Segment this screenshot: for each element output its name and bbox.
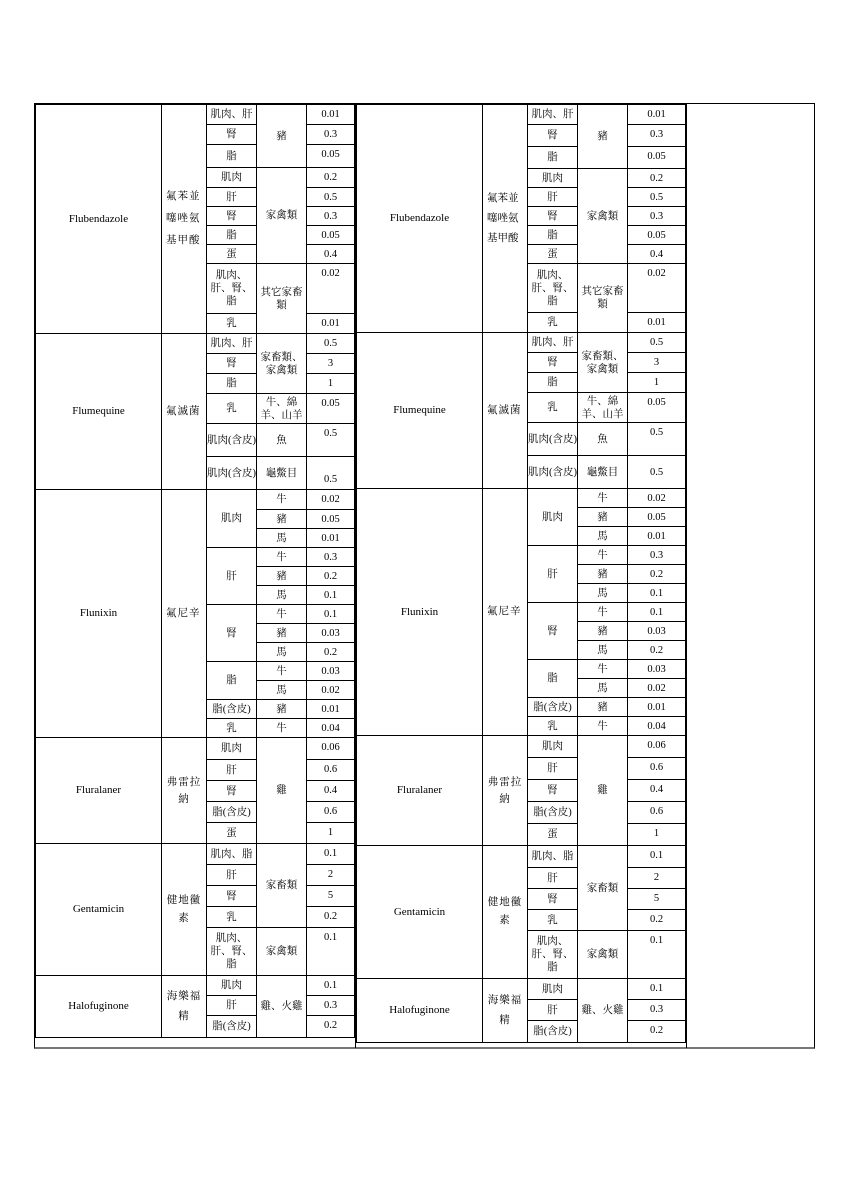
species-cell: 豬 <box>578 698 628 717</box>
tissue-cell: 肝 <box>207 548 257 605</box>
mrl-value: 0.02 <box>307 681 355 700</box>
species-cell: 家禽類 <box>257 928 307 976</box>
species-cell: 豬 <box>257 624 307 643</box>
tissue-cell: 肝 <box>207 188 257 207</box>
tissue-cell: 腎 <box>528 603 578 660</box>
mrl-value: 1 <box>307 374 355 394</box>
mrl-value: 0.5 <box>307 188 355 207</box>
species-cell: 豬 <box>257 105 307 168</box>
tissue-cell: 肝 <box>207 760 257 781</box>
tissue-cell: 脂(含皮) <box>528 1021 578 1043</box>
mrl-value: 0.5 <box>628 456 686 489</box>
tissue-cell: 肌肉、肝 <box>207 334 257 354</box>
mrl-value: 0.2 <box>307 168 355 188</box>
drug-name-en: Flubendazole <box>357 105 483 333</box>
species-cell: 家畜類、家禽類 <box>578 333 628 393</box>
mrl-value: 0.01 <box>307 314 355 334</box>
mrl-value: 0.2 <box>307 567 355 586</box>
tissue-cell: 脂 <box>528 147 578 169</box>
mrl-value: 0.1 <box>307 586 355 605</box>
mrl-value: 2 <box>307 865 355 886</box>
tissue-cell: 蛋 <box>207 823 257 844</box>
mrl-value: 0.1 <box>628 979 686 1000</box>
mrl-table-left <box>35 104 355 1038</box>
tissue-cell: 蛋 <box>207 245 257 264</box>
tissue-cell: 肌肉 <box>528 979 578 1000</box>
tissue-cell: 脂(含皮) <box>207 1016 257 1038</box>
mrl-value: 0.3 <box>628 546 686 565</box>
tissue-cell: 脂 <box>207 145 257 168</box>
mrl-value: 0.3 <box>307 125 355 145</box>
drug-name-en: Gentamicin <box>36 844 162 976</box>
drug-name-zh: 弗雷拉納 <box>162 738 207 844</box>
mrl-value: 0.06 <box>628 736 686 758</box>
species-cell: 牛 <box>257 548 307 567</box>
mrl-value: 0.2 <box>628 641 686 660</box>
drug-name-zh: 氟尼辛 <box>162 490 207 738</box>
mrl-value: 0.2 <box>307 643 355 662</box>
tissue-cell: 腎 <box>528 889 578 910</box>
drug-name-zh: 健地黴素 <box>483 846 528 979</box>
tissue-cell: 脂 <box>207 374 257 394</box>
tissue-cell: 肌肉、肝、腎、脂 <box>207 928 257 976</box>
drug-name-en: Flubendazole <box>36 105 162 334</box>
mrl-value: 1 <box>307 823 355 844</box>
mrl-value: 0.01 <box>307 700 355 719</box>
species-cell: 其它家畜類 <box>578 264 628 333</box>
species-cell: 牛、綿羊、山羊 <box>578 393 628 423</box>
tissue-cell: 肝 <box>528 868 578 889</box>
tissue-cell: 腎 <box>207 354 257 374</box>
tissue-cell: 肌肉、肝、腎、脂 <box>528 264 578 313</box>
mrl-value: 2 <box>628 868 686 889</box>
tissue-cell: 肌肉、肝 <box>528 333 578 353</box>
tissue-cell: 乳 <box>207 394 257 424</box>
mrl-value: 0.1 <box>628 931 686 979</box>
tissue-cell: 肌肉、肝、腎、脂 <box>528 931 578 979</box>
species-cell: 雞 <box>257 738 307 844</box>
tissue-cell: 蛋 <box>528 245 578 264</box>
mrl-value: 0.4 <box>307 781 355 802</box>
species-cell: 雞、火雞 <box>257 976 307 1038</box>
drug-name-en: Flumequine <box>36 334 162 490</box>
mrl-value: 0.5 <box>628 423 686 456</box>
drug-name-en: Gentamicin <box>357 846 483 979</box>
species-cell: 豬 <box>578 565 628 584</box>
species-cell: 馬 <box>578 527 628 546</box>
tissue-cell: 脂(含皮) <box>528 802 578 824</box>
species-cell: 馬 <box>578 679 628 698</box>
mrl-value: 3 <box>628 353 686 373</box>
mrl-value: 0.01 <box>628 527 686 546</box>
species-cell: 其它家畜類 <box>257 264 307 334</box>
mrl-value: 0.05 <box>628 393 686 423</box>
tissue-cell: 脂 <box>528 226 578 245</box>
tissue-cell: 肌肉、脂 <box>528 846 578 868</box>
species-cell: 豬 <box>257 510 307 529</box>
tissue-cell: 肌肉、脂 <box>207 844 257 865</box>
mrl-value: 0.03 <box>628 622 686 641</box>
species-cell: 家畜類、家禽類 <box>257 334 307 394</box>
tissue-cell: 肌肉 <box>528 169 578 188</box>
mrl-value: 0.2 <box>307 907 355 928</box>
drug-name-en: Halofuginone <box>357 979 483 1043</box>
tissue-cell: 肌肉、肝 <box>207 105 257 125</box>
mrl-value: 0.5 <box>307 334 355 354</box>
mrl-value: 0.3 <box>307 548 355 567</box>
tissue-cell: 腎 <box>207 781 257 802</box>
species-cell: 家禽類 <box>257 168 307 264</box>
mrl-value: 0.6 <box>628 802 686 824</box>
species-cell: 豬 <box>578 508 628 527</box>
mrl-value: 0.01 <box>628 105 686 125</box>
tissue-cell: 肝 <box>528 1000 578 1021</box>
tissue-cell: 乳 <box>207 907 257 928</box>
mrl-value: 0.2 <box>628 169 686 188</box>
tissue-cell: 乳 <box>528 313 578 333</box>
drug-name-zh: 氟滅菌 <box>483 333 528 489</box>
species-cell: 家禽類 <box>578 169 628 264</box>
drug-name-en: Fluralaner <box>36 738 162 844</box>
mrl-value: 0.02 <box>307 264 355 314</box>
drug-name-en: Flunixin <box>36 490 162 738</box>
mrl-value: 0.03 <box>307 624 355 643</box>
tissue-cell: 脂 <box>207 226 257 245</box>
tissue-cell: 脂(含皮) <box>207 700 257 719</box>
mrl-value: 0.5 <box>307 457 355 490</box>
species-cell: 牛 <box>578 546 628 565</box>
mrl-value: 0.5 <box>628 333 686 353</box>
tissue-cell: 腎 <box>528 780 578 802</box>
mrl-value: 0.6 <box>307 760 355 781</box>
drug-name-zh: 弗雷拉納 <box>483 736 528 846</box>
mrl-value: 0.3 <box>628 1000 686 1021</box>
species-cell: 馬 <box>257 586 307 605</box>
species-cell: 雞 <box>578 736 628 846</box>
tissue-cell: 乳 <box>528 910 578 931</box>
tissue-cell: 肝 <box>207 996 257 1016</box>
tissue-cell: 脂 <box>528 660 578 698</box>
tissue-cell: 肌肉 <box>207 738 257 760</box>
mrl-value: 0.02 <box>628 679 686 698</box>
mrl-value: 0.05 <box>628 226 686 245</box>
mrl-value: 0.5 <box>628 188 686 207</box>
species-cell: 豬 <box>578 622 628 641</box>
drug-name-zh: 氟苯並噻唑氨基甲酸 <box>162 105 207 334</box>
species-cell: 豬 <box>257 700 307 719</box>
species-cell: 魚 <box>578 423 628 456</box>
tissue-cell: 肌肉(含皮) <box>207 424 257 457</box>
tissue-cell: 乳 <box>207 314 257 334</box>
species-cell: 牛、綿羊、山羊 <box>257 394 307 424</box>
tissue-cell: 肌肉 <box>207 490 257 548</box>
tissue-cell: 腎 <box>207 886 257 907</box>
species-cell: 龜鱉目 <box>578 456 628 489</box>
species-cell: 牛 <box>257 662 307 681</box>
mrl-value: 0.05 <box>628 147 686 169</box>
mrl-value: 0.6 <box>628 758 686 780</box>
species-cell: 牛 <box>257 490 307 510</box>
mrl-value: 0.6 <box>307 802 355 823</box>
species-cell: 家禽類 <box>578 931 628 979</box>
tissue-cell: 乳 <box>207 719 257 738</box>
mrl-value: 0.01 <box>628 698 686 717</box>
mrl-value: 0.03 <box>307 662 355 681</box>
tissue-cell: 肌肉(含皮) <box>207 457 257 490</box>
mrl-value: 0.1 <box>628 584 686 603</box>
tissue-cell: 肌肉(含皮) <box>528 456 578 489</box>
tissue-cell: 肌肉 <box>207 168 257 188</box>
mrl-value: 0.1 <box>307 928 355 976</box>
tissue-cell: 脂 <box>528 373 578 393</box>
tissue-cell: 肝 <box>528 188 578 207</box>
tissue-cell: 腎 <box>207 207 257 226</box>
species-cell: 家畜類 <box>578 846 628 931</box>
mrl-value: 0.05 <box>307 226 355 245</box>
mrl-value: 0.05 <box>307 510 355 529</box>
tissue-cell: 脂 <box>207 662 257 700</box>
species-cell: 龜鱉目 <box>257 457 307 490</box>
species-cell: 牛 <box>578 603 628 622</box>
mrl-value: 0.03 <box>628 660 686 679</box>
species-cell: 豬 <box>578 105 628 169</box>
tissue-cell: 肌肉、肝 <box>528 105 578 125</box>
mrl-value: 0.1 <box>307 976 355 996</box>
species-cell: 馬 <box>257 643 307 662</box>
tissue-cell: 腎 <box>528 125 578 147</box>
species-cell: 豬 <box>257 567 307 586</box>
mrl-value: 1 <box>628 824 686 846</box>
species-cell: 雞、火雞 <box>578 979 628 1043</box>
drug-name-zh: 氟滅菌 <box>162 334 207 490</box>
mrl-value: 0.02 <box>307 490 355 510</box>
mrl-value: 0.3 <box>628 125 686 147</box>
mrl-value: 5 <box>307 886 355 907</box>
mrl-value: 0.04 <box>628 717 686 736</box>
species-cell: 馬 <box>257 529 307 548</box>
species-cell: 牛 <box>578 717 628 736</box>
species-cell: 牛 <box>578 489 628 508</box>
mrl-value: 0.4 <box>307 245 355 264</box>
tissue-cell: 腎 <box>207 125 257 145</box>
tissue-cell: 肝 <box>528 546 578 603</box>
mrl-value: 0.02 <box>628 264 686 313</box>
species-cell: 馬 <box>578 641 628 660</box>
tissue-cell: 肌肉、肝、腎、脂 <box>207 264 257 314</box>
tissue-cell: 腎 <box>528 353 578 373</box>
mrl-value: 0.2 <box>628 565 686 584</box>
tissue-cell: 肌肉 <box>528 736 578 758</box>
mrl-value: 0.3 <box>307 207 355 226</box>
mrl-value: 0.02 <box>628 489 686 508</box>
mrl-value: 0.2 <box>628 910 686 931</box>
mrl-value: 0.04 <box>307 719 355 738</box>
column-divider <box>686 104 687 1048</box>
tissue-cell: 肌肉(含皮) <box>528 423 578 456</box>
drug-name-zh: 海樂福精 <box>483 979 528 1043</box>
tissue-cell: 蛋 <box>528 824 578 846</box>
tissue-cell: 腎 <box>528 207 578 226</box>
species-cell: 家畜類 <box>257 844 307 928</box>
mrl-value: 0.4 <box>628 245 686 264</box>
mrl-value: 0.1 <box>307 844 355 865</box>
species-cell: 馬 <box>257 681 307 700</box>
species-cell: 牛 <box>257 605 307 624</box>
mrl-value: 0.01 <box>307 529 355 548</box>
mrl-value: 0.5 <box>307 424 355 457</box>
mrl-value: 0.05 <box>307 394 355 424</box>
tissue-cell: 肌肉 <box>528 489 578 546</box>
mrl-value: 0.1 <box>628 846 686 868</box>
tissue-cell: 腎 <box>207 605 257 662</box>
mrl-value: 0.1 <box>307 605 355 624</box>
tissue-cell: 脂(含皮) <box>207 802 257 823</box>
drug-name-zh: 氟苯並噻唑氨基甲酸 <box>483 105 528 333</box>
species-cell: 牛 <box>257 719 307 738</box>
tissue-cell: 乳 <box>528 393 578 423</box>
drug-name-zh: 氟尼辛 <box>483 489 528 736</box>
drug-name-en: Flunixin <box>357 489 483 736</box>
mrl-value: 0.01 <box>628 313 686 333</box>
mrl-value: 0.2 <box>628 1021 686 1043</box>
mrl-value: 1 <box>628 373 686 393</box>
mrl-value: 0.01 <box>307 105 355 125</box>
mrl-value: 0.3 <box>628 207 686 226</box>
drug-name-en: Flumequine <box>357 333 483 489</box>
mrl-value: 0.05 <box>307 145 355 168</box>
mrl-value: 5 <box>628 889 686 910</box>
mrl-value: 0.3 <box>307 996 355 1016</box>
mrl-value: 3 <box>307 354 355 374</box>
tissue-cell: 肝 <box>207 865 257 886</box>
tissue-cell: 肌肉 <box>207 976 257 996</box>
mrl-table-right <box>356 104 686 1043</box>
mrl-value: 0.06 <box>307 738 355 760</box>
species-cell: 魚 <box>257 424 307 457</box>
tissue-cell: 肝 <box>528 758 578 780</box>
species-cell: 馬 <box>578 584 628 603</box>
drug-name-en: Fluralaner <box>357 736 483 846</box>
tissue-cell: 乳 <box>528 717 578 736</box>
mrl-value: 0.2 <box>307 1016 355 1038</box>
mrl-value: 0.05 <box>628 508 686 527</box>
drug-name-en: Halofuginone <box>36 976 162 1038</box>
mrl-value: 0.4 <box>628 780 686 802</box>
tissue-cell: 脂(含皮) <box>528 698 578 717</box>
species-cell: 牛 <box>578 660 628 679</box>
drug-name-zh: 健地黴素 <box>162 844 207 976</box>
mrl-value: 0.1 <box>628 603 686 622</box>
drug-name-zh: 海樂福精 <box>162 976 207 1038</box>
